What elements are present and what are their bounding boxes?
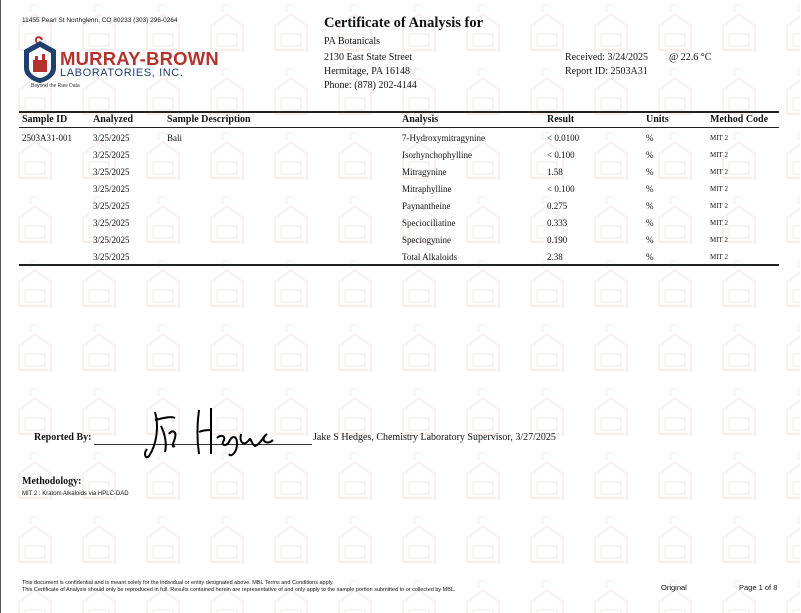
col-header-method: Method Code: [710, 114, 769, 125]
cell-analyzed: 3/25/2025: [93, 150, 130, 160]
col-header-units: Units: [646, 114, 669, 125]
footer-reproduction: This Certificate of Analysis should only be reproduced in full. Results contained herein are representative of and only apply to the sample portion submitted to or collected by MBL.: [22, 587, 456, 593]
methodology-heading: Methodology:: [22, 476, 82, 487]
cell-result: 0.333: [547, 218, 568, 228]
client-city: Hermitage, PA 16148: [324, 66, 411, 77]
cell-description: Bali: [167, 133, 182, 143]
cell-result: 0.275: [547, 201, 568, 211]
lab-logo: [20, 34, 219, 94]
cell-units: %: [646, 167, 654, 177]
cell-units: %: [646, 184, 654, 194]
page-number: Page 1 of 8: [739, 583, 778, 592]
methodology-item: MIT 2 : Kratom Alkaloids via HPLC-DAD: [22, 491, 129, 497]
cell-method: MIT 2: [710, 202, 728, 210]
col-header-result: Result: [547, 114, 575, 125]
cell-analysis: 7-Hydroxymitragynine: [402, 133, 485, 143]
cell-analysis: Isorhynchophylline: [402, 150, 472, 160]
cell-analysis: Total Alkaloids: [402, 252, 458, 262]
received-date: Received: 3/24/2025: [565, 52, 649, 63]
cell-analyzed: 3/25/2025: [93, 167, 130, 177]
col-header-analysis: Analysis: [402, 114, 439, 125]
cell-units: %: [646, 252, 654, 262]
cell-method: MIT 2: [710, 134, 728, 142]
cell-analysis: Paynantheine: [402, 201, 451, 211]
reported-by-name: Jake S Hedges, Chemistry Laboratory Supervisor, 3/27/2025: [313, 432, 556, 443]
cell-units: %: [646, 235, 654, 245]
cell-analyzed: 3/25/2025: [93, 184, 130, 194]
cell-units: %: [646, 133, 654, 143]
cell-units: %: [646, 201, 654, 211]
cell-analyzed: 3/25/2025: [93, 252, 130, 262]
cell-method: MIT 2: [710, 185, 728, 193]
table-top-rule: [19, 111, 779, 113]
col-header-sample-id: Sample ID: [22, 114, 68, 125]
cell-units: %: [646, 150, 654, 160]
cell-result: 2.38: [547, 252, 563, 262]
cell-method: MIT 2: [710, 168, 728, 176]
cell-method: MIT 2: [710, 219, 728, 227]
cell-analysis: Speciogynine: [402, 235, 451, 245]
report-id: Report ID: 2503A31: [565, 66, 648, 77]
signature-image: [141, 404, 281, 464]
cell-analyzed: 3/25/2025: [93, 218, 130, 228]
cell-analysis: Mitragynine: [402, 167, 447, 177]
cell-result: < 0.0100: [547, 133, 580, 143]
footer-confidential: This document is confidential and is meant solely for the individual or entity designated above. MBL Terms and Conditions apply.: [22, 580, 334, 586]
cell-analyzed: 3/25/2025: [93, 133, 130, 143]
client-street: 2130 East State Street: [324, 52, 413, 63]
lab-logo-icon: [20, 36, 60, 84]
cell-result: 1.58: [547, 167, 563, 177]
lab-name: MURRAY-BROWN: [60, 48, 219, 69]
cell-result: 0.190: [547, 235, 568, 245]
cell-analyzed: 3/25/2025: [93, 201, 130, 211]
col-header-analyzed: Analyzed: [93, 114, 133, 125]
received-temperature: @ 22.6 °C: [669, 52, 712, 63]
cell-method: MIT 2: [710, 253, 728, 261]
certificate-title: Certificate of Analysis for: [324, 15, 484, 31]
table-bottom-rule: [19, 264, 779, 266]
document-status: Original: [661, 583, 687, 592]
table-header-rule: [19, 127, 779, 128]
client-phone: Phone: (878) 202-4144: [324, 80, 417, 91]
lab-address: 11455 Pearl St Northglenn, CO 80233 (303) 296-0264: [22, 17, 178, 24]
reported-by-label: Reported By:: [34, 432, 92, 443]
cell-method: MIT 2: [710, 236, 728, 244]
lab-subtitle: LABORATORIES, INC.: [60, 67, 184, 79]
cell-result: < 0.100: [547, 184, 575, 194]
cell-method: MIT 2: [710, 151, 728, 159]
cell-result: < 0.100: [547, 150, 575, 160]
cell-sample-id: 2503A31-001: [22, 133, 72, 143]
cell-analysis: Mitraphylline: [402, 184, 452, 194]
client-name: PA Botanicals: [324, 36, 381, 47]
cell-analysis: Speciociliatine: [402, 218, 456, 228]
col-header-description: Sample Description: [167, 114, 251, 125]
cell-units: %: [646, 218, 654, 228]
lab-tagline: Beyond the Raw Data: [31, 83, 80, 89]
cell-analyzed: 3/25/2025: [93, 235, 130, 245]
